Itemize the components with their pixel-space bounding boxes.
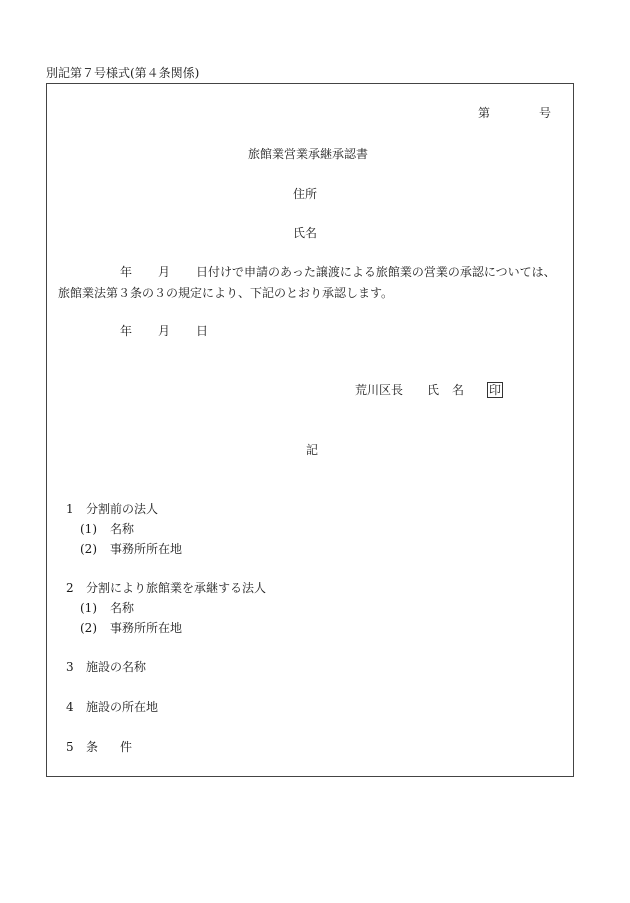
item-5-number: 5 <box>66 740 74 754</box>
signer-office: 荒川区長 <box>355 383 404 397</box>
date-day-2: 日 <box>196 324 209 338</box>
item-1-label: 分割前の法人 <box>86 502 159 516</box>
item-4-number: 4 <box>66 700 74 714</box>
seal-mark <box>487 382 503 398</box>
body-line-1: 日付けで申請のあった譲渡による旅館業の営業の承認については、 <box>196 265 556 279</box>
address-label: 住所 <box>293 187 318 201</box>
name-label: 氏名 <box>293 226 318 240</box>
item-2-2-label: 事務所所在地 <box>110 621 183 635</box>
item-5-label: 条 <box>86 740 99 754</box>
item-2-1-number: (1) <box>80 601 97 615</box>
item-2-number: 2 <box>66 581 74 595</box>
item-4-label: 施設の所在地 <box>86 700 159 714</box>
item-2-2-number: (2) <box>80 621 97 635</box>
item-1-number: 1 <box>66 502 74 516</box>
item-1-2-number: (2) <box>80 542 97 556</box>
number-dai: 第 <box>478 106 491 120</box>
item-5-label-2: 件 <box>120 740 133 754</box>
signer-mei: 名 <box>452 383 465 397</box>
item-1-1-label: 名称 <box>110 522 135 536</box>
item-3-label: 施設の名称 <box>86 660 147 674</box>
item-1-1-number: (1) <box>80 522 97 536</box>
date-year-2: 年 <box>120 324 133 338</box>
number-go: 号 <box>539 106 552 120</box>
signer-shi: 氏 <box>427 383 440 397</box>
item-3-number: 3 <box>66 660 74 674</box>
document-title: 旅館業営業承継承認書 <box>248 147 369 161</box>
ki-heading: 記 <box>306 443 319 457</box>
date-month-1: 月 <box>158 265 171 279</box>
date-month-2: 月 <box>158 324 171 338</box>
item-2-1-label: 名称 <box>110 601 135 615</box>
item-2-label: 分割により旅館業を承継する法人 <box>86 581 267 595</box>
form-label: 別記第７号様式(第４条関係) <box>46 66 200 80</box>
seal-mark-text: 印 <box>489 383 502 397</box>
body-line-2: 旅館業法第３条の３の規定により、下記のとおり承認します。 <box>58 286 394 300</box>
date-year-1: 年 <box>120 265 133 279</box>
item-1-2-label: 事務所所在地 <box>110 542 183 556</box>
